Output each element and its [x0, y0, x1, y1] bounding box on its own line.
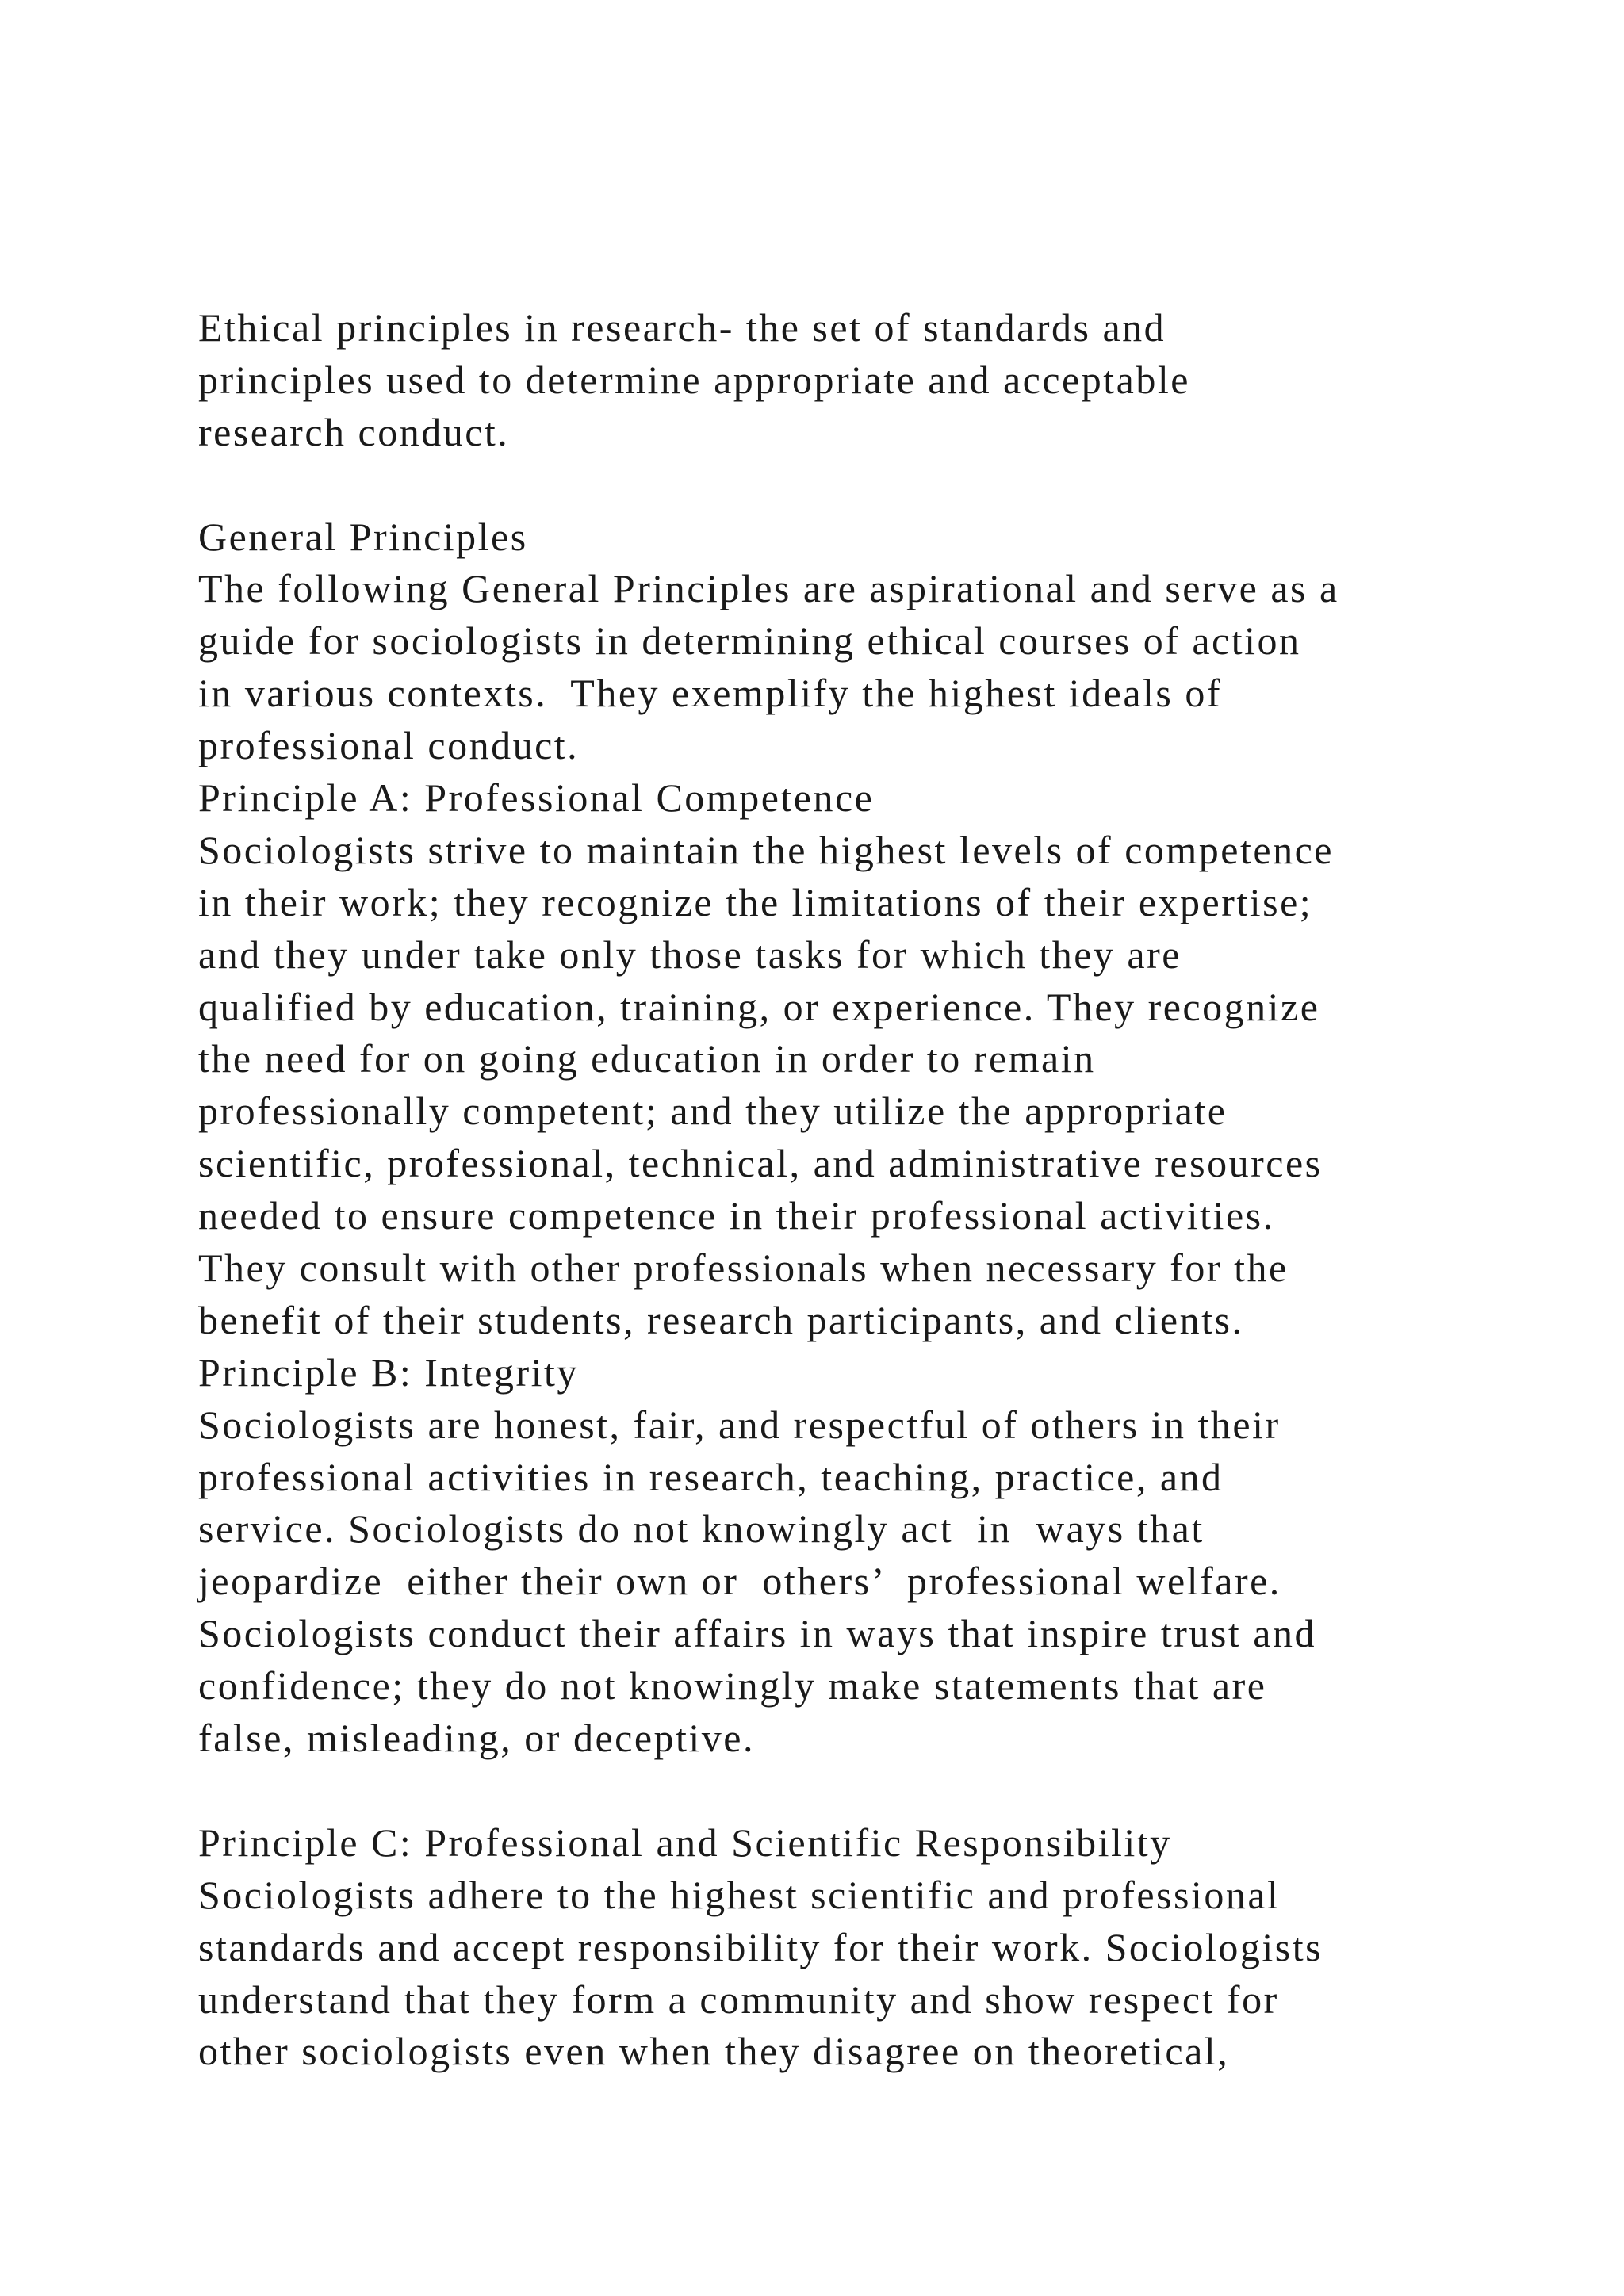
paragraph-line: confidence; they do not knowingly make statements that are	[198, 1663, 1267, 1709]
paragraph-line: professional conduct.	[198, 723, 580, 768]
paragraph-line: The following General Principles are aspirational and serve as a	[198, 566, 1339, 611]
paragraph-line: benefit of their students, research participants, and clients.	[198, 1297, 1244, 1342]
paragraph-line: the need for on going education in order to remain	[198, 1036, 1096, 1081]
principle-heading: Principle A: Professional Competence	[198, 775, 875, 821]
paragraph-line: Sociologists adhere to the highest scientific and professional	[198, 1872, 1281, 1917]
paragraph-line: Sociologists conduct their affairs in ways that inspire trust and	[198, 1611, 1316, 1656]
principle-heading: Principle C: Professional and Scientific Responsibility	[198, 1820, 1172, 1865]
section-heading: General Principles	[198, 514, 528, 559]
document-body	[198, 302, 1594, 2078]
paragraph-line: in their work; they recognize the limitations of their expertise;	[198, 879, 1313, 924]
paragraph-line: false, misleading, or deceptive.	[198, 1716, 755, 1761]
principle-heading: Principle B: Integrity	[198, 1349, 579, 1395]
paragraph-line: needed to ensure competence in their professional activities.	[198, 1193, 1275, 1238]
definition-line: research conduct.	[198, 409, 510, 454]
blank-line	[198, 1765, 1594, 1817]
paragraph-line: service. Sociologists do not knowingly act in ways that	[198, 1506, 1205, 1552]
paragraph-line: professional activities in research, teaching, practice, and	[198, 1454, 1224, 1499]
paragraph-line: professionally competent; and they utilize the appropriate	[198, 1089, 1228, 1134]
blank-line	[198, 459, 1594, 511]
paragraph-line: They consult with other professionals when necessary for the	[198, 1246, 1289, 1291]
paragraph-line: in various contexts. They exemplify the highest ideals of	[198, 671, 1223, 716]
paragraph-line: guide for sociologists in determining ethical courses of action	[198, 618, 1301, 664]
paragraph-line: standards and accept responsibility for their work. Sociologists	[198, 1924, 1323, 1969]
paragraph-line: qualified by education, training, or experience. They recognize	[198, 984, 1320, 1029]
paragraph-line: scientific, professional, technical, and administrative resources	[198, 1141, 1323, 1186]
paragraph-line: other sociologists even when they disagree on theoretical,	[198, 2029, 1230, 2074]
paragraph-line: understand that they form a community and show respect for	[198, 1976, 1279, 2022]
definition-line: principles used to determine appropriate and acceptable	[198, 357, 1190, 402]
paragraph-line: Sociologists strive to maintain the highest levels of competence	[198, 827, 1334, 872]
paragraph-line: and they under take only those tasks for which they are	[198, 932, 1182, 977]
definition-line: Ethical principles in research- the set of standards and	[198, 305, 1166, 350]
paragraph-line: Sociologists are honest, fair, and respectful of others in their	[198, 1402, 1281, 1447]
paragraph-line: jeopardize either their own or others’ professional welfare.	[198, 1559, 1281, 1604]
